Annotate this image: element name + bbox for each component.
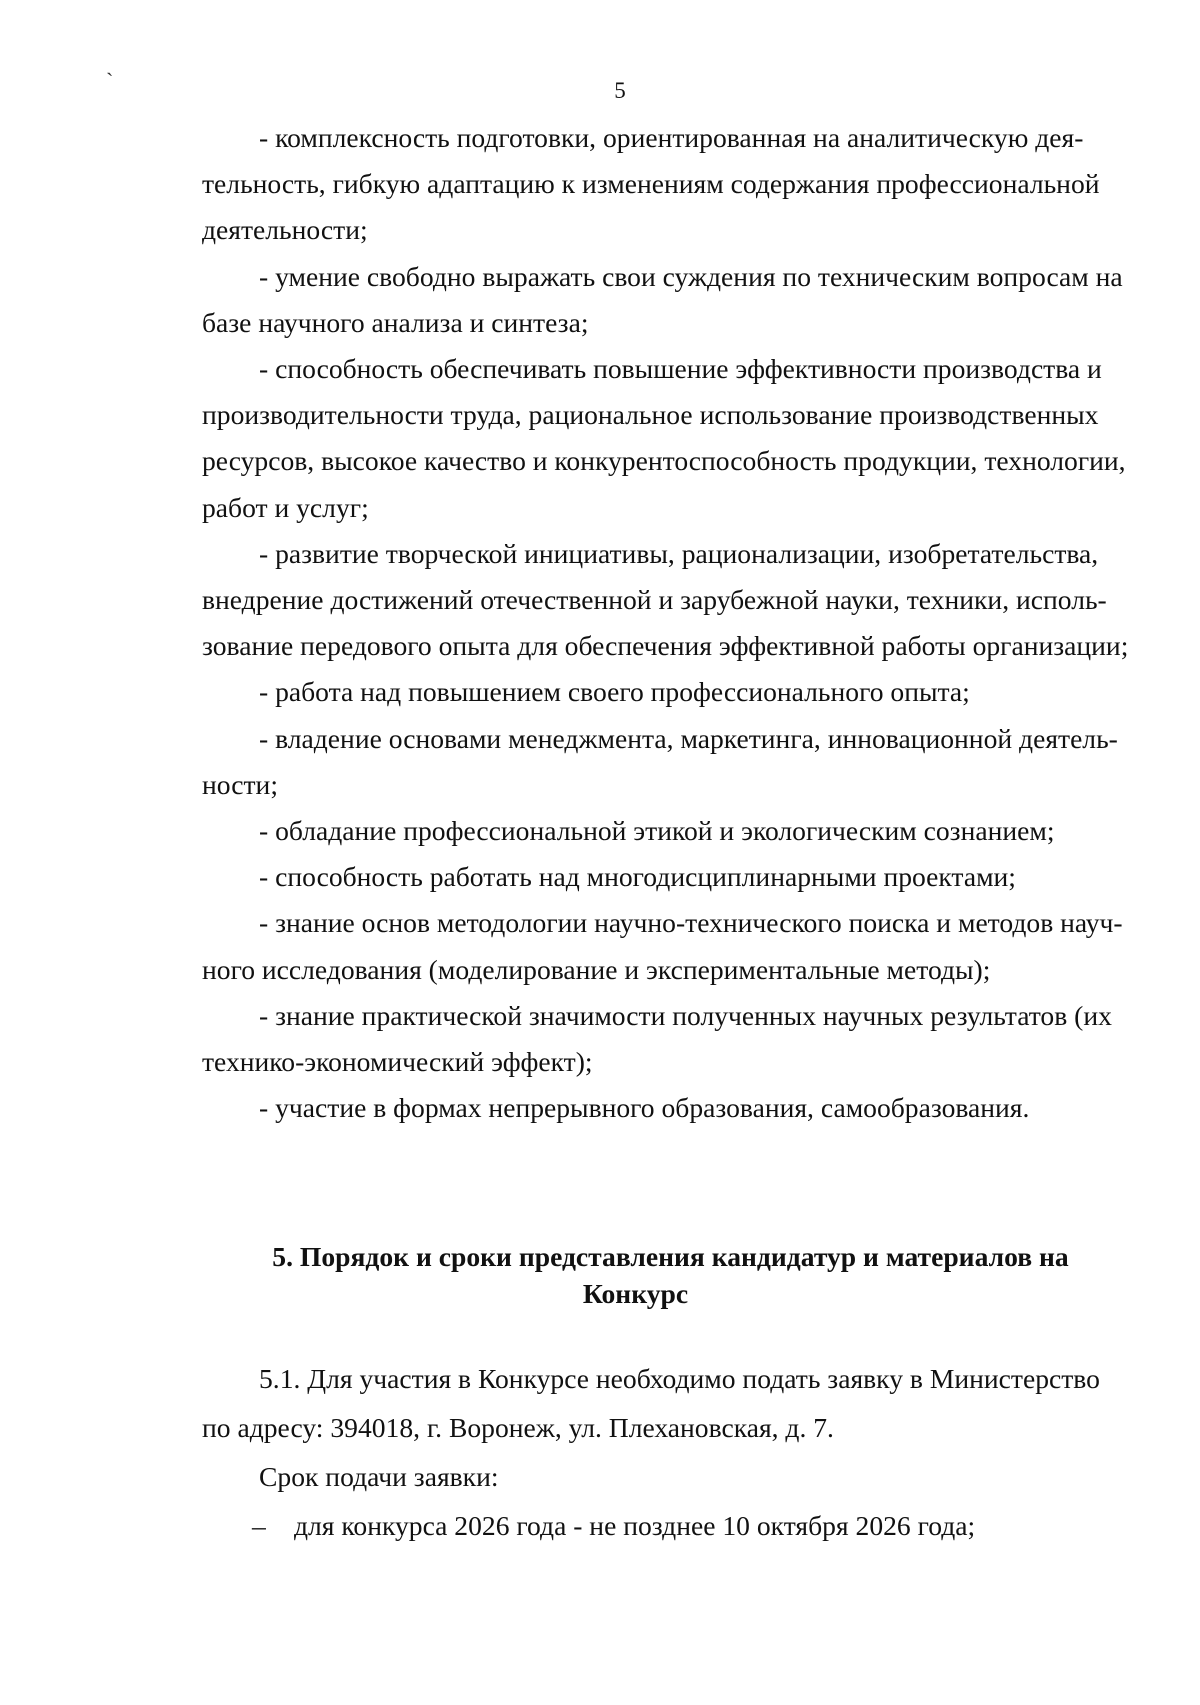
section-heading-line-2: Конкурс bbox=[582, 1278, 689, 1309]
deadline-label: Срок подачи заявки: bbox=[259, 1461, 499, 1492]
deadline-item bbox=[202, 1501, 1069, 1550]
list-item-line: - умение свободно выражать свои суждения по техническим вопросам на bbox=[259, 260, 1123, 292]
list-item-line: - развитие творческой инициативы, рационализации, изобретательства, bbox=[259, 537, 1099, 569]
list-item-line: - работа над повышением своего профессионального опыта; bbox=[259, 676, 970, 708]
list-item-line: - способность работать над многодисциплинарными проектами; bbox=[259, 861, 1016, 893]
list-item-line: - способность обеспечивать повышение эффективности производства и bbox=[259, 353, 1102, 385]
list-item-line: тельность, гибкую адаптацию к изменениям содержания профессиональной bbox=[202, 168, 1100, 200]
requirements-list bbox=[202, 115, 1129, 1131]
list-item-line: - знание практической значимости полученных научных результатов (их bbox=[259, 999, 1112, 1031]
page-number: 5 bbox=[614, 78, 626, 103]
list-item-line: - комплексность подготовки, ориентированная на аналитическую дея- bbox=[259, 122, 1084, 153]
section-heading bbox=[202, 1238, 1069, 1312]
list-item-line: ности; bbox=[202, 768, 278, 800]
list-item-line: базе научного анализа и синтеза; bbox=[202, 306, 589, 338]
list-item-line: работ и услуг; bbox=[202, 491, 369, 523]
list-item-line: зование передового опыта для обеспечения эффективной работы организации; bbox=[202, 630, 1129, 662]
list-item-line: ресурсов, высокое качество и конкурентоспособность продукции, технологии, bbox=[202, 445, 1126, 477]
deadline-item-text: для конкурса 2026 года - не позднее 10 октября 2026 года; bbox=[294, 1510, 976, 1541]
list-item-line: ного исследования (моделирование и экспериментальные методы); bbox=[202, 953, 991, 985]
list-item-line: - участие в формах непрерывного образования, самообразования. bbox=[259, 1092, 1030, 1124]
list-item-line: технико-экономический эффект); bbox=[202, 1046, 593, 1078]
list-item-line: производительности труда, рациональное использование производственных bbox=[202, 399, 1099, 431]
list-item-line: - знание основ методологии научно-технического поиска и методов науч- bbox=[259, 907, 1123, 939]
paragraph-line: по адресу: 394018, г. Воронеж, ул. Плехановская, д. 7. bbox=[202, 1412, 834, 1443]
list-item-line: внедрение достижений отечественной и зарубежной науки, техники, исполь- bbox=[202, 584, 1107, 616]
scan-mark: ` bbox=[106, 68, 114, 93]
section-body bbox=[202, 1354, 1100, 1550]
dash-bullet: – bbox=[252, 1510, 266, 1541]
paragraph-line: 5.1. Для участия в Конкурсе необходимо подать заявку в Министерство bbox=[259, 1363, 1100, 1394]
list-item-line: - обладание профессиональной этикой и экологическим сознанием; bbox=[259, 815, 1055, 847]
section-heading-line-1: 5. Порядок и сроки представления кандидатур и материалов на bbox=[272, 1241, 1069, 1272]
list-item-line: деятельности; bbox=[202, 214, 368, 246]
list-item-line: - владение основами менеджмента, маркетинга, инновационной деятель- bbox=[259, 722, 1118, 754]
